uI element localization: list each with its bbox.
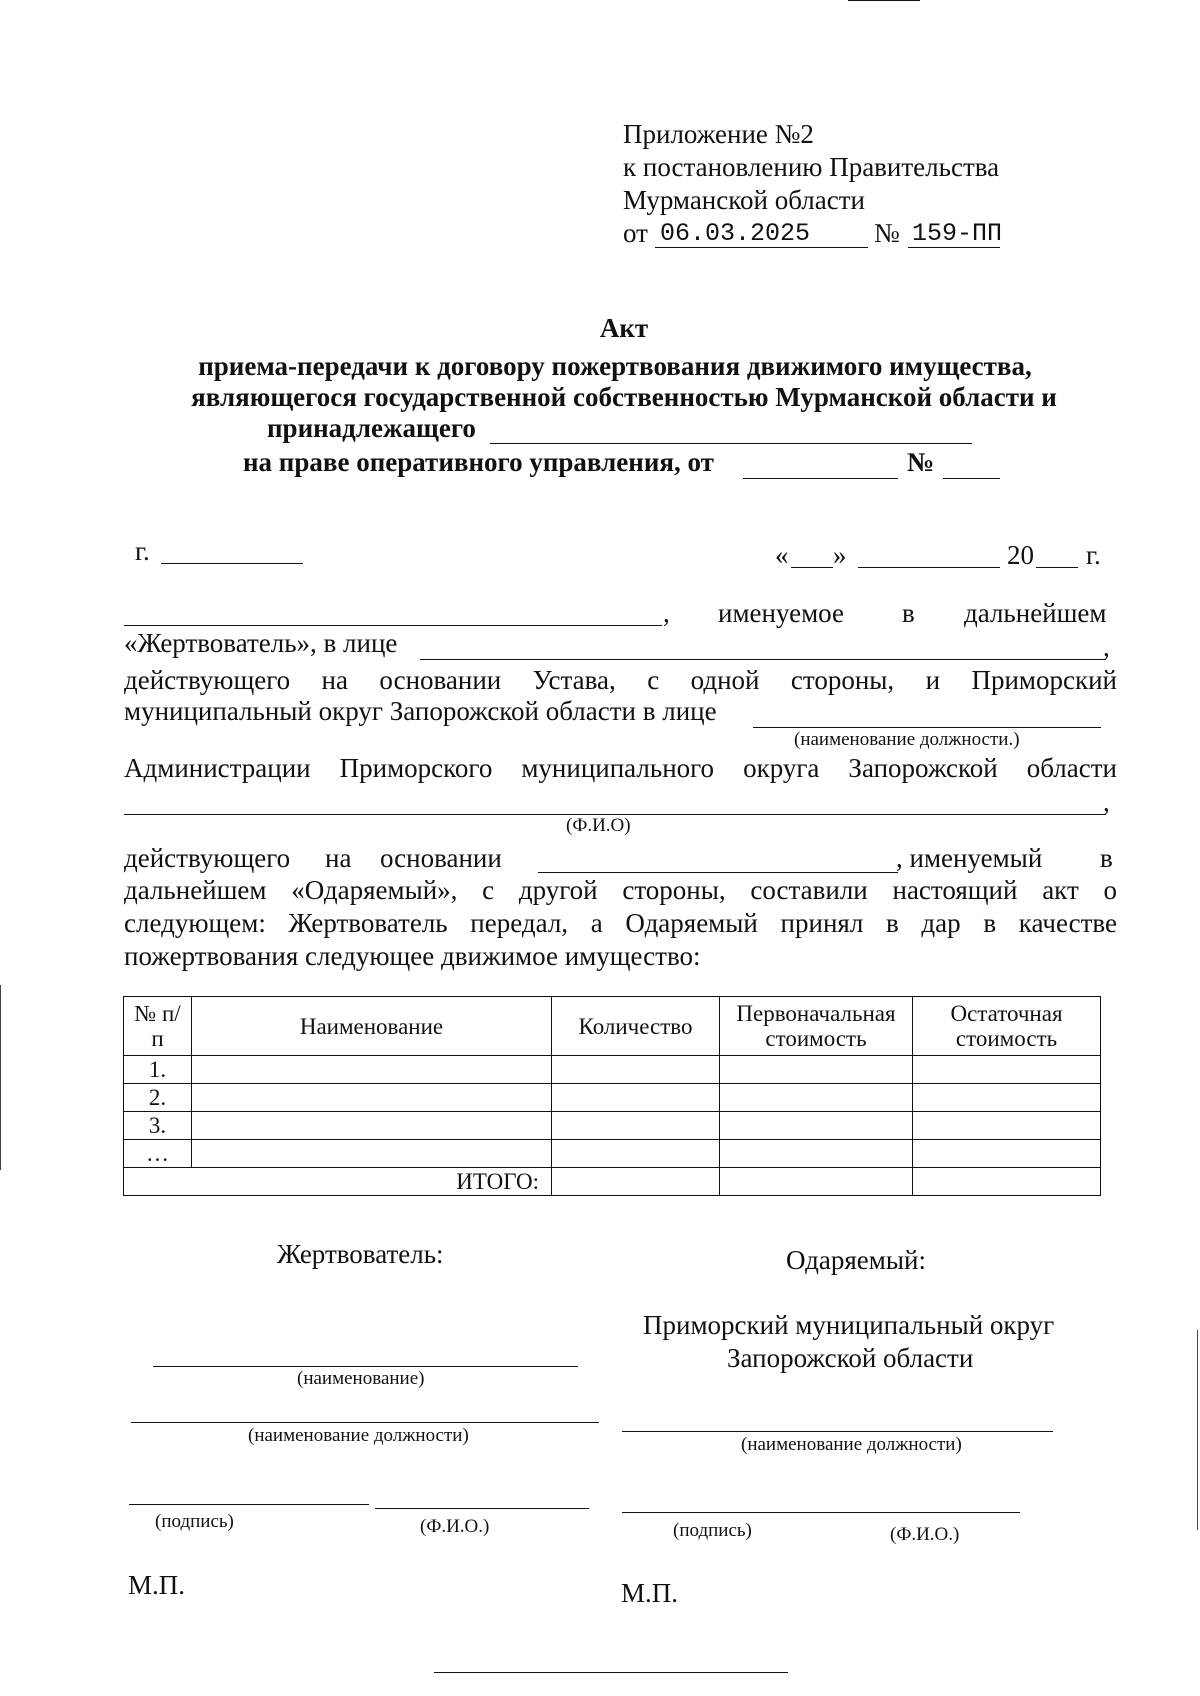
donor-representative-blank bbox=[420, 659, 1106, 660]
p8-text: дальнейшем «Одаряемый», с другой стороны, составили настоящий акт о bbox=[124, 875, 1117, 905]
bottom-separator bbox=[434, 1672, 788, 1673]
p1-word-1: именуемое bbox=[718, 598, 844, 628]
donee-position-caption: (наименование должности) bbox=[741, 1434, 962, 1455]
donee-name-1: Приморский муниципальный округ bbox=[643, 1310, 1055, 1340]
donee-label: Одаряемый: bbox=[786, 1245, 926, 1275]
p7-word-1: действующего bbox=[124, 843, 291, 873]
close-quote: » bbox=[833, 540, 847, 570]
left-edge-mark bbox=[0, 985, 1, 1170]
donor-name-line bbox=[153, 1366, 578, 1367]
row-number: 3. bbox=[124, 1112, 192, 1140]
title-line-3: принадлежащего bbox=[267, 413, 476, 443]
donor-position-caption: (наименование должности) bbox=[248, 1425, 469, 1446]
right-edge-mark bbox=[1197, 1330, 1198, 1530]
header-name: Наименование bbox=[192, 997, 552, 1056]
header-initial-cost: Первоначальная стоимость bbox=[720, 997, 913, 1056]
cell-residual-cost bbox=[913, 1056, 1101, 1084]
p7-word-5: в bbox=[1100, 843, 1113, 873]
p7-word-4: , именуемый bbox=[896, 843, 1043, 873]
appendix-number-prefix: № bbox=[874, 218, 900, 248]
donor-name-caption: (наименование) bbox=[297, 1368, 425, 1389]
cell-residual-cost bbox=[913, 1140, 1101, 1168]
appendix-date: 06.03.2025 bbox=[660, 219, 811, 248]
p1-word-3: дальнейшем bbox=[964, 598, 1107, 628]
p7-word-2: на bbox=[325, 843, 352, 873]
total-initial-cost bbox=[720, 1168, 913, 1196]
p9-text: следующем: Жертвователь передал, а Одаряемый принял в дар в качестве bbox=[124, 908, 1117, 938]
donor-fio-caption: (Ф.И.О.) bbox=[420, 1516, 490, 1537]
total-residual-cost bbox=[913, 1168, 1101, 1196]
appendix-reg-number: 159-ПП bbox=[912, 219, 1003, 248]
donor-signature-caption: (подпись) bbox=[155, 1511, 234, 1532]
appendix-number: Приложение №2 bbox=[623, 119, 814, 149]
city-prefix: г. bbox=[135, 536, 150, 566]
donor-label: Жертвователь: bbox=[277, 1239, 444, 1269]
header-number: № п/п bbox=[124, 997, 192, 1056]
cell-quantity bbox=[552, 1112, 720, 1140]
title-date-blank bbox=[743, 478, 898, 479]
cell-name bbox=[192, 1140, 552, 1168]
table-header-row bbox=[124, 997, 1101, 1056]
donor-signature-line bbox=[129, 1504, 369, 1505]
p2-comma: , bbox=[1103, 632, 1110, 662]
title-heading: Акт bbox=[599, 313, 649, 343]
number-underline bbox=[908, 247, 1000, 248]
fio-caption: (Ф.И.О) bbox=[566, 815, 631, 836]
p7-word-3: основании bbox=[380, 843, 502, 873]
appendix-resolution: к постановлению Правительства bbox=[623, 152, 1000, 182]
title-number-sign: № bbox=[907, 447, 935, 477]
year-suffix: г. bbox=[1086, 540, 1101, 570]
p10-text: пожертвования следующее движимое имущество: bbox=[124, 941, 701, 971]
cell-name bbox=[192, 1112, 552, 1140]
table-row bbox=[124, 1112, 1101, 1140]
property-table bbox=[123, 996, 1101, 1196]
table-row bbox=[124, 1140, 1101, 1168]
total-quantity bbox=[552, 1168, 720, 1196]
city-blank bbox=[161, 563, 303, 564]
cell-initial-cost bbox=[720, 1084, 913, 1112]
header-residual-cost: Остаточная стоимость bbox=[913, 997, 1101, 1056]
p3-text: действующего на основании Устава, с одной стороны, и Приморский bbox=[124, 665, 1117, 695]
title-line-4: на праве оперативного управления, от bbox=[243, 447, 714, 477]
cell-residual-cost bbox=[913, 1084, 1101, 1112]
table-row bbox=[124, 1084, 1101, 1112]
donee-basis-blank bbox=[538, 872, 898, 873]
donee-position-blank bbox=[753, 727, 1101, 728]
cell-name bbox=[192, 1084, 552, 1112]
donor-position-line bbox=[131, 1422, 599, 1423]
cell-initial-cost bbox=[720, 1140, 913, 1168]
donor-stamp: М.П. bbox=[128, 1570, 186, 1600]
row-number: 2. bbox=[124, 1084, 192, 1112]
donee-name-2: Запорожской области bbox=[727, 1343, 974, 1373]
total-label: ИТОГО: bbox=[124, 1168, 552, 1196]
day-blank bbox=[791, 567, 833, 568]
table-row bbox=[124, 1056, 1101, 1084]
top-edge-mark bbox=[848, 0, 920, 1]
position-caption: (наименование должности.) bbox=[794, 729, 1020, 750]
cell-initial-cost bbox=[720, 1056, 913, 1084]
date-underline bbox=[655, 247, 868, 248]
donee-position-line bbox=[622, 1431, 1053, 1432]
title-number-blank bbox=[943, 478, 1000, 479]
cell-residual-cost bbox=[913, 1112, 1101, 1140]
title-line-2: являющегося государственной собственностью Мурманской области и bbox=[191, 382, 1057, 412]
appendix-region: Мурманской области bbox=[623, 185, 865, 215]
p6-comma: , bbox=[1103, 787, 1110, 817]
donor-name-blank bbox=[124, 625, 662, 626]
p1-comma: , bbox=[663, 598, 670, 628]
cell-quantity bbox=[552, 1140, 720, 1168]
row-number: … bbox=[124, 1140, 192, 1168]
open-quote: « bbox=[775, 540, 789, 570]
donee-signature-caption: (подпись) bbox=[673, 1520, 752, 1541]
month-blank bbox=[858, 567, 1000, 568]
cell-quantity bbox=[552, 1056, 720, 1084]
table-total-row bbox=[124, 1168, 1101, 1196]
cell-initial-cost bbox=[720, 1112, 913, 1140]
p5-text: Администрации Приморского муниципального округа Запорожской области bbox=[124, 753, 1117, 783]
p1-word-2: в bbox=[902, 598, 915, 628]
p4-text: муниципальный округ Запорожской области в лице bbox=[124, 696, 717, 726]
title-line-1: приема-передачи к договору пожертвования движимого имущества, bbox=[198, 351, 1032, 381]
year-blank bbox=[1036, 567, 1078, 568]
cell-name bbox=[192, 1056, 552, 1084]
p2-text: «Жертвователь», в лице bbox=[124, 628, 398, 658]
donor-fio-line bbox=[375, 1508, 589, 1509]
donee-stamp: М.П. bbox=[621, 1578, 679, 1608]
cell-quantity bbox=[552, 1084, 720, 1112]
header-quantity: Количество bbox=[552, 997, 720, 1056]
appendix-date-prefix: от bbox=[623, 218, 648, 248]
donee-fio-caption: (Ф.И.О.) bbox=[890, 1524, 960, 1545]
donee-signature-line bbox=[622, 1512, 1020, 1513]
row-number: 1. bbox=[124, 1056, 192, 1084]
year-prefix: 20 bbox=[1007, 540, 1034, 570]
owner-blank bbox=[490, 443, 972, 444]
